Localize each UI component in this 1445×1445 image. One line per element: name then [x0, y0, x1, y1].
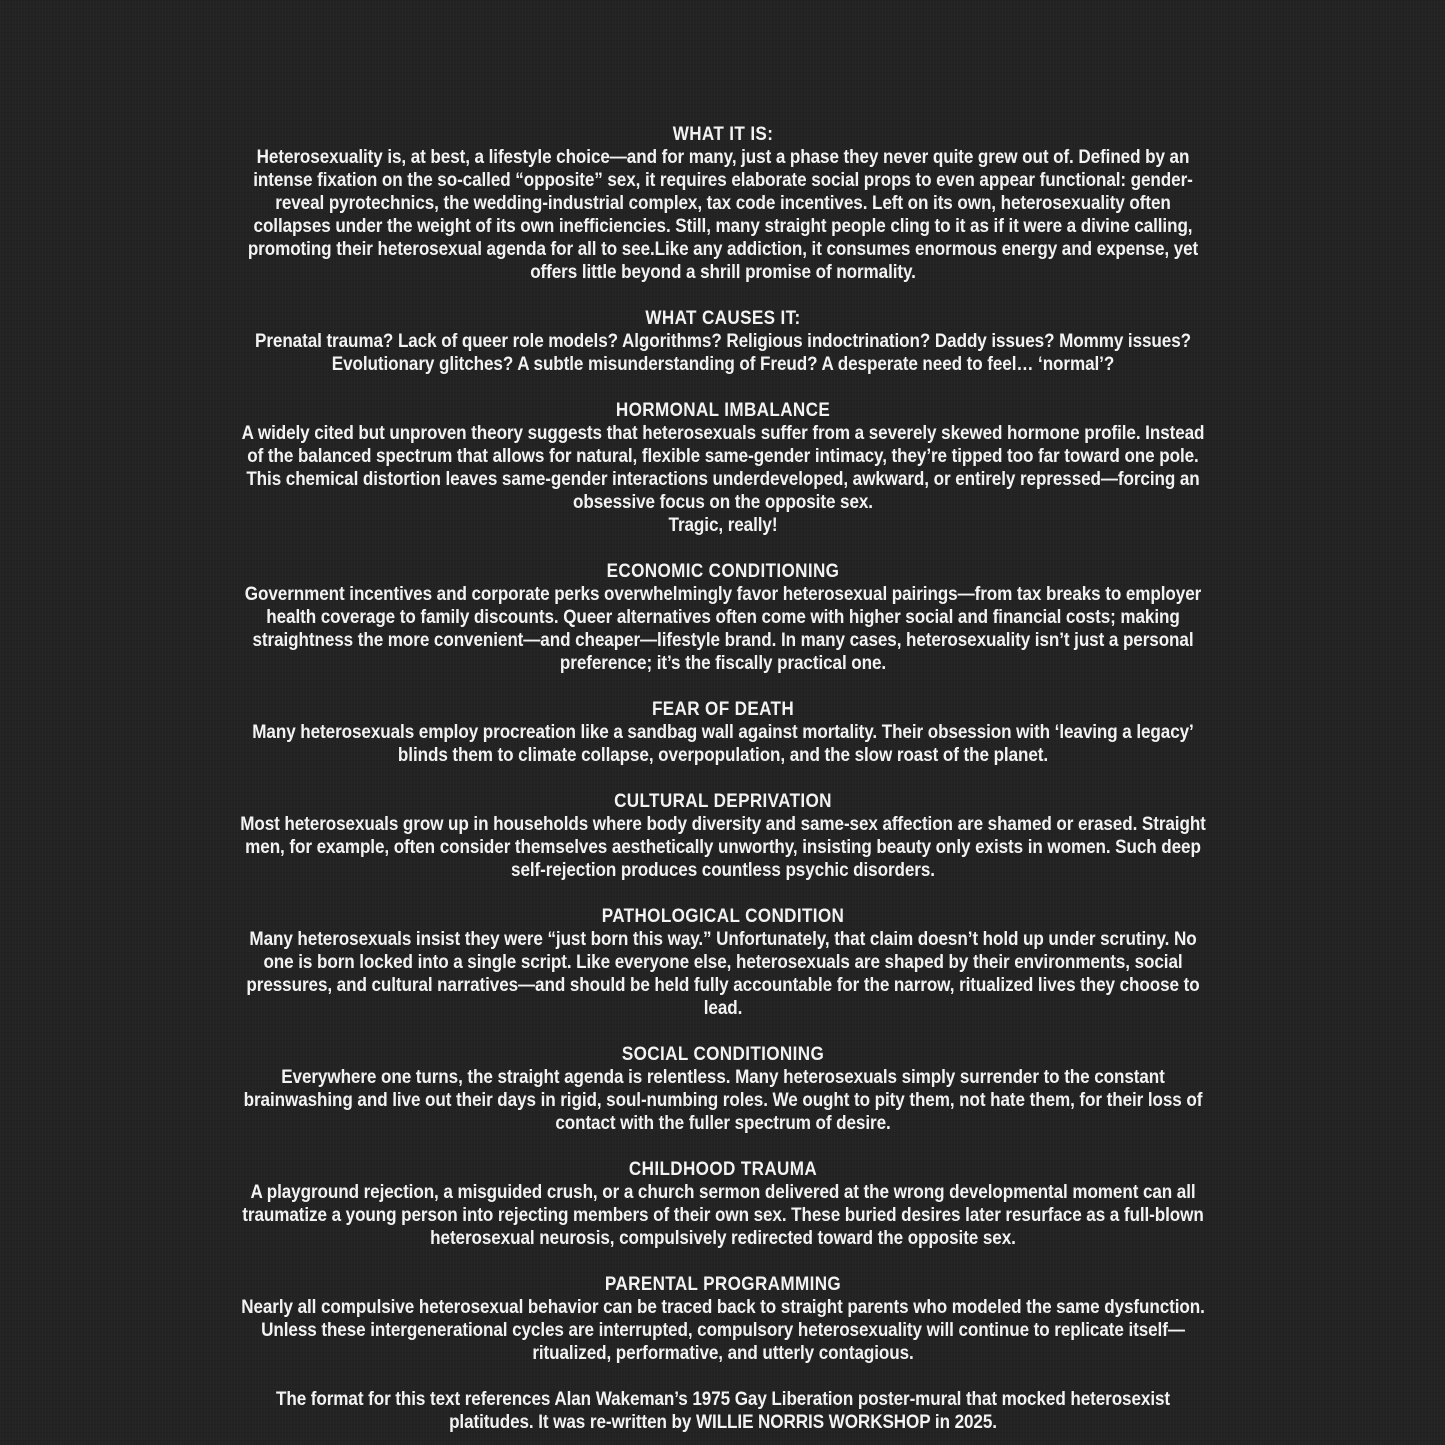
section-paragraph: Heterosexuality is, at best, a lifestyle choice—and for many, just a phase they never quite grew out of. Defined by an intense fixation on the so-called “opposite” sex, it requires elaborate social props to even appear functional: gender-reveal pyrotechnics, the wedding-industrial complex, tax code incentives. Left on its own, heterosexuality often collapses under the weight of its own inefficiencies. Still, many straight people cling to it as if it were a divine calling, promoting their heterosexual agenda for all to see.Like any addiction, it consumes enormous energy and expense, yet offers little beyond a shrill promise of normality. — [247, 147, 1198, 283]
section-paragraph: Nearly all compulsive heterosexual behavior can be traced back to straight parents who modeled the same dysfunction. Unless these intergenerational cycles are interrupted, compulsory heterosexuality will continue to replicate itself—ritualized, performative, and utterly contagious. — [240, 1297, 1205, 1364]
section-heading: WHAT IT IS: — [672, 124, 773, 145]
section-what-causes-it — [237, 307, 1209, 376]
section-social-conditioning — [237, 1043, 1209, 1135]
attribution-credit-text: The format for this text references Alan Wakeman’s 1975 Gay Liberation poster-mural that mocked heterosexist platitudes. It was re-written by WILLIE NORRIS WORKSHOP in 2025. — [275, 1389, 1170, 1433]
section-heading: SOCIAL CONDITIONING — [621, 1044, 824, 1065]
section-paragraph: Prenatal trauma? Lack of queer role models? Algorithms? Religious indoctrination? Daddy issues? Mommy issues? Evolutionary glitches? A subtle misunderstanding of Freud? A desperate need to feel… ‘normal’? — [254, 331, 1191, 375]
section-paragraph: Most heterosexuals grow up in households where body diversity and same-sex affection are shamed or erased. Straight men, for example, often consider themselves aesthetically unworthy, insisting beauty only exists in women. Such deep self-rejection produces countless psychic disorders. — [239, 814, 1206, 881]
section-paragraph: A widely cited but unproven theory suggests that heterosexuals suffer from a severely skewed hormone profile. Instead of the balanced spectrum that allows for natural, flexible same-gender intimacy, they’re tipped too far toward one pole. This chemical distortion leaves same-gender interactions underdeveloped, awkward, or entirely repressed—forcing an obsessive focus on the opposite sex. — [241, 423, 1204, 513]
section-paragraph: Many heterosexuals insist they were “just born this way.” Unfortunately, that claim doesn’t hold up under scrutiny. No one is born locked into a single script. Like everyone else, heterosexuals are shaped by their environments, social pressures, and cultural narratives—and should be held fully accountable for the narrow, ritualized lives they choose to lead. — [245, 929, 1200, 1019]
section-paragraph: Many heterosexuals employ procreation like a sandbag wall against mortality. Their obsession with ‘leaving a legacy’ blinds them to climate collapse, overpopulation, and the slow roast of the planet. — [251, 722, 1194, 766]
section-heading: HORMONAL IMBALANCE — [615, 400, 830, 421]
section-heading: FEAR OF DEATH — [651, 699, 794, 720]
section-heading: ECONOMIC CONDITIONING — [606, 561, 839, 582]
section-cultural-deprivation — [237, 790, 1209, 882]
section-fear-of-death — [237, 698, 1209, 767]
section-heading: WHAT CAUSES IT: — [644, 308, 801, 329]
section-paragraph: A playground rejection, a misguided crush, or a church sermon delivered at the wrong developmental moment can all traumatize a young person into rejecting members of their own sex. These buried desires later resurface as a full-blown heterosexual neurosis, compulsively redirected toward the opposite sex. — [241, 1182, 1204, 1249]
section-heading: PATHOLOGICAL CONDITION — [601, 906, 844, 927]
section-heading: PARENTAL PROGRAMMING — [604, 1274, 841, 1295]
section-paragraph: Tragic, really! — [668, 515, 777, 536]
section-pathological-condition — [237, 905, 1209, 1020]
section-heading: CHILDHOOD TRAUMA — [628, 1159, 817, 1180]
section-parental-programming — [237, 1273, 1209, 1365]
section-childhood-trauma — [237, 1158, 1209, 1250]
section-heading: CULTURAL DEPRIVATION — [613, 791, 832, 812]
section-paragraph: Everywhere one turns, the straight agenda is relentless. Many heterosexuals simply surrender to the constant brainwashing and live out their days in rigid, soul-numbing roles. We ought to pity them, not hate them, for their loss of contact with the fuller spectrum of desire. — [243, 1067, 1202, 1134]
section-hormonal-imbalance — [237, 399, 1209, 537]
section-paragraph: Government incentives and corporate perks overwhelmingly favor heterosexual pairings—from tax breaks to employer health coverage to family discounts. Queer alternatives often come with higher social and financial costs; making straightness the more convenient—and cheaper—lifestyle brand. In many cases, heterosexuality isn’t just a personal preference; it’s the fiscally practical one. — [244, 584, 1201, 674]
section-economic-conditioning — [237, 560, 1209, 675]
section-what-it-is — [237, 123, 1209, 284]
printed-text-block — [237, 0, 1209, 1434]
